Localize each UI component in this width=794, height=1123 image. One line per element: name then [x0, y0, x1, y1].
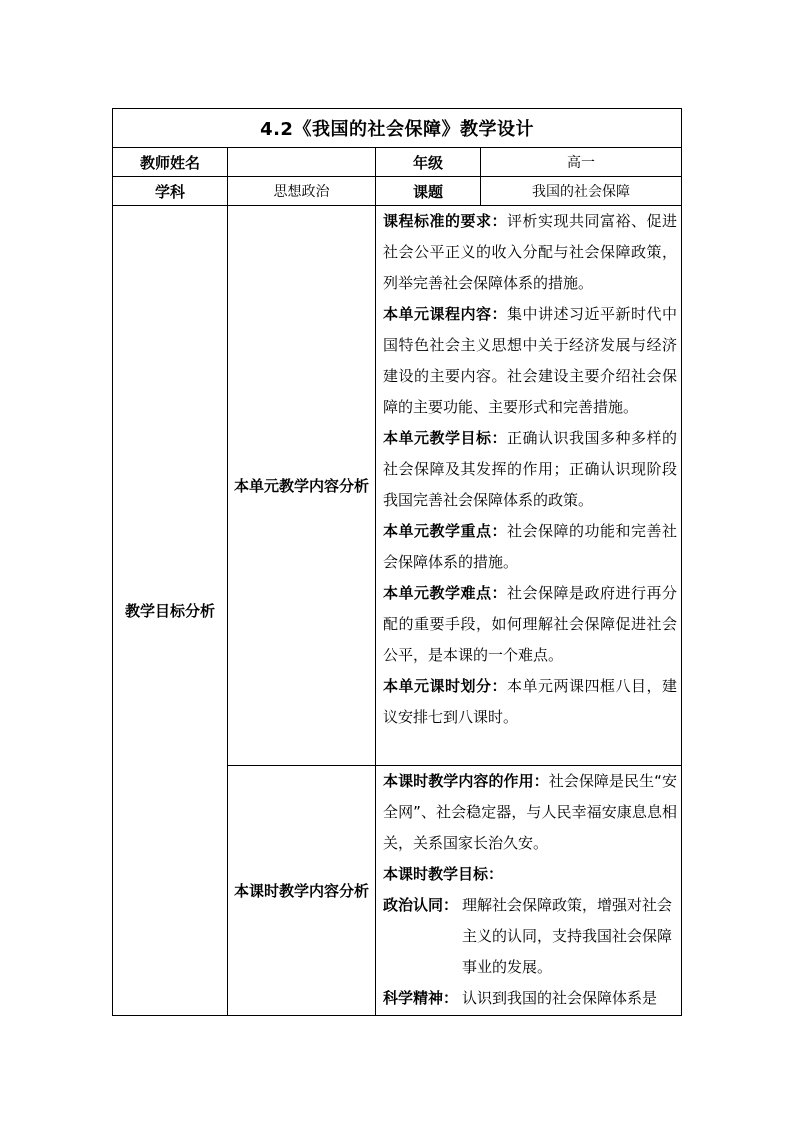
unit-item-label: 本单元课时划分： — [383, 677, 507, 695]
grade-label: 年级 — [376, 148, 481, 177]
section-main-label: 教学目标分析 — [113, 206, 228, 1016]
goal-item — [383, 890, 677, 983]
unit-item — [383, 206, 677, 299]
unit-item-text: 社会保障的功能和完善社会保障体系的措施。 — [383, 522, 677, 571]
unit-item — [383, 299, 677, 423]
unit-item-label: 本单元教学难点： — [383, 584, 507, 602]
goal-text: 认识到我国的社会保障体系是 — [462, 989, 658, 1007]
goal-label: 科学精神： — [383, 989, 459, 1007]
info-row-subject — [113, 177, 682, 206]
unit-item-text: 集中讲述习近平新时代中国特色社会主义思想中关于经济发展与经济建设的主要内容。社会建设主要介绍社会保障的主要功能、主要形式和完善措施。 — [383, 305, 678, 416]
lesson-role-text: 社会保障是民生“安全网”、社会稳定器，与人民幸福安康息息相关，关系国家长治久安。 — [383, 772, 678, 852]
subject-label: 学科 — [113, 177, 228, 206]
unit-item-text: 评析实现共同富裕、促进社会公平正义的收入分配与社会保障政策，列举完善社会保障体系的措施。 — [383, 212, 678, 292]
grade-value: 高一 — [481, 148, 682, 177]
lesson-role-label: 本课时教学内容的作用： — [383, 772, 549, 790]
lesson-role — [383, 766, 677, 859]
teacher-value — [228, 148, 376, 177]
unit-item-label: 本单元教学重点： — [383, 522, 507, 540]
lesson-analysis-content — [376, 766, 682, 1016]
unit-item-text: 本单元两课四框八目，建议安排七到八课时。 — [383, 677, 677, 726]
unit-item-label: 本单元课程内容： — [383, 305, 507, 323]
lesson-analysis-label: 本课时教学内容分析 — [228, 766, 376, 1016]
unit-item-text: 正确认识我国多种多样的社会保障及其发挥的作用；正确认识现阶段我国完善社会保障体系的政策。 — [383, 429, 678, 509]
unit-item-label: 本单元教学目标： — [383, 429, 507, 447]
topic-value: 我国的社会保障 — [481, 177, 682, 206]
unit-analysis-row — [113, 206, 682, 766]
unit-item — [383, 516, 677, 578]
unit-item — [383, 423, 677, 516]
lesson-goals-label: 本课时教学目标： — [383, 865, 504, 883]
unit-analysis-content — [376, 206, 682, 766]
goal-label: 政治认同： — [383, 896, 459, 914]
unit-item — [383, 671, 677, 733]
document-title: 4.2《我国的社会保障》教学设计 — [113, 109, 682, 148]
unit-item — [383, 578, 677, 671]
subject-value: 思想政治 — [228, 177, 376, 206]
goal-item — [383, 983, 677, 1014]
unit-analysis-label: 本单元教学内容分析 — [228, 206, 376, 766]
lesson-goals-heading — [383, 859, 677, 890]
unit-item-label: 课程标准的要求： — [383, 212, 507, 230]
goal-text: 理解社会保障政策，增强对社会主义的认同，支持我国社会保障事业的发展。 — [462, 896, 673, 976]
info-row-teacher — [113, 148, 682, 177]
teacher-label: 教师姓名 — [113, 148, 228, 177]
lesson-design-table — [112, 108, 682, 1016]
unit-item-text: 社会保障是政府进行再分配的重要手段，如何理解社会保障促进社会公平，是本课的一个难点。 — [383, 584, 678, 664]
topic-label: 课题 — [376, 177, 481, 206]
